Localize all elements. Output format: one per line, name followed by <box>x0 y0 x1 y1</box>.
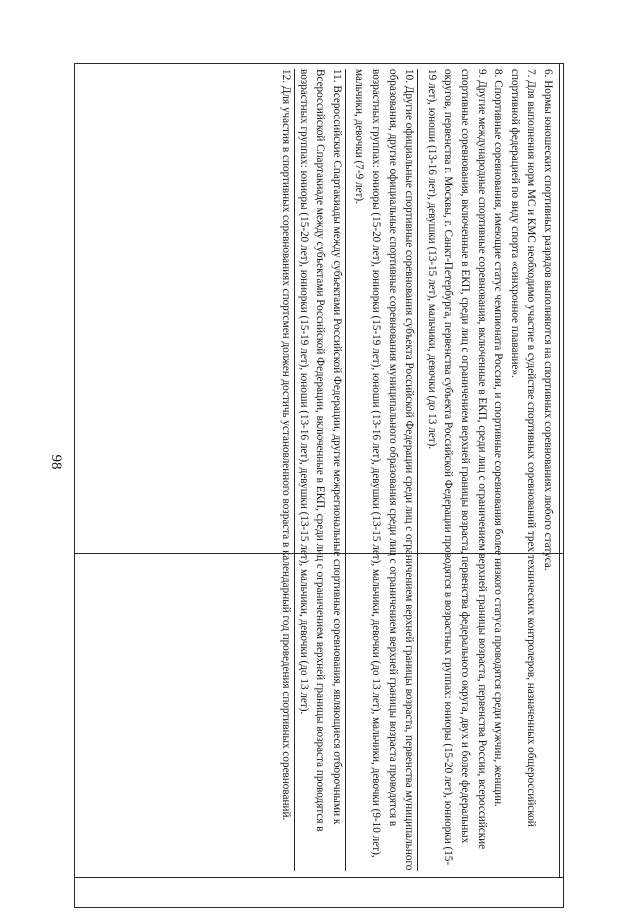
note-7: 7. Для выполнения норм МС и КМС необходимо участие в судействе спортивных соревнований трех технических контролеров, назначенных общероссийской спортивной федерацией по виду спорта «синхронное плавание». <box>508 69 538 827</box>
note-12: 12. Для участия в спортивных соревнованиях спортсмен должен достичь установленного возраста в календарный год проведения спортивных соревнований. <box>278 69 296 871</box>
empty-left-cell <box>74 553 564 908</box>
note-6: 6. Нормы юношеских спортивных разрядов выполняются на спортивных соревнованиях любого статуса. <box>542 69 554 571</box>
note-11: 11. Всероссийские Спартакиады между субъектами Российской Федерации, другие межрегиональные спортивные соревнования, являющиеся отборочными к Всероссийской Спартакиаде между субъектами Российской Федерации, включенные в ЕКП, среди лиц с ограничением верхней границы возраста проводятся в возрастных группах: юниоры (15-20 лет), юниорки (15-19 лет), юноши (13-16 лет), девушки (13-15 лет), мальчики, девочки (до 13 лет). <box>295 69 346 871</box>
note-10: 10. Другие официальные спортивные соревнования субъекта Российской Федерации среди лиц с ограничением верхней границы возраста, первенства муниципального образования, другие официальные спортивные соревнования муниципального образования среди лиц с ограничением верхней границы возраста проводятся в возрастных группах: юниоры (15-20 лет), юниорки (15-19 лет), юноши (13-16 лет), девушки (13-15 лет), мальчики, девочки (до 13 лет), мальчики, девочки (9-10 лет), мальчики, девочки (7-9 лет). <box>351 69 418 871</box>
note-8: 8. Спортивные соревнования, имеющие статус чемпионата России, и спортивные соревнования более низкого статуса проводятся среди мужчин, женщин. <box>492 69 505 807</box>
note-9: 9. Другие международные спортивные соревнования, включенные в ЕКП, среди лиц с ограничением верхней границы возраста, первенства России, всероссийские спортивные соревнования, включенные в ЕКП, среди лиц с ограничением верхней границы возраста, первенства федерального округа, двух и более федеральных округов, первенства г. Москвы, г. Санкт-Петербурга, первенства субъекта Российской Федерации проводятся в возрастных группах: юниоры (15-20 лет), юниорки (15-19 лет), юноши (13-16 лет), девушки (13-15 лет), мальчики, девочки (до 13 лет). <box>425 69 488 866</box>
page-number: 98 <box>48 454 64 470</box>
